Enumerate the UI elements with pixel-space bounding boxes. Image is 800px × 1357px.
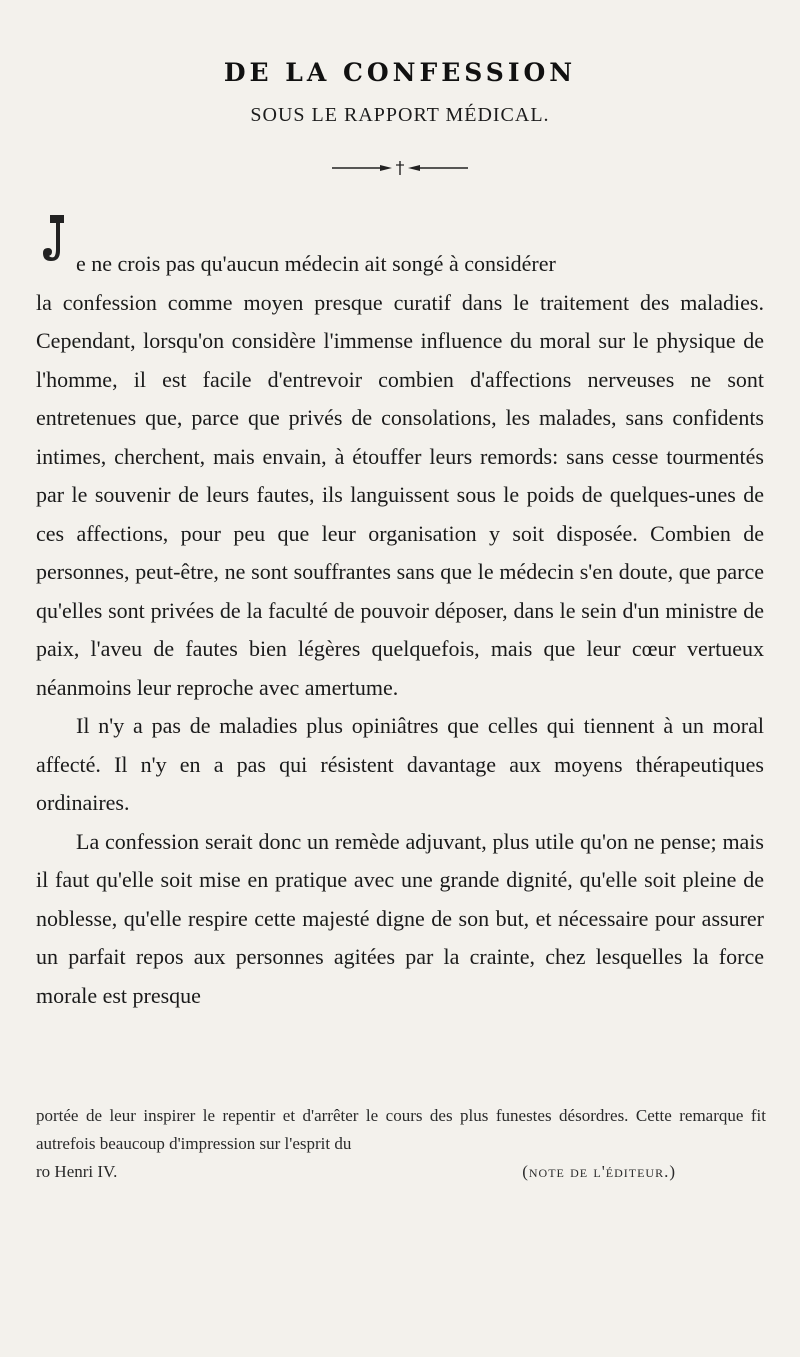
editor-note: (note de l'éditeur.): [522, 1162, 676, 1181]
page-subtitle: SOUS LE RAPPORT MÉDICAL.: [250, 104, 550, 126]
footnote-last-left: ro Henri IV.: [36, 1162, 118, 1181]
paragraph-3: La confession serait donc un remède adjuvant, plus utile qu'on ne pense; mais il faut qu'elle soit mise en pratique avec une grande dignité, qu'elle soit pleine de noblesse, qu'elle respire cette majesté digne de son but, et nécessaire pour assurer un parfait repos aux personnes agitées par la crainte, chez lesquelles la force morale est presque: [36, 828, 764, 1008]
page-title: DE LA CONFESSION: [223, 58, 577, 87]
body-text: [36, 245, 764, 1015]
footnote: [36, 1102, 766, 1186]
divider-ornament-icon: [330, 160, 470, 176]
footnote-text: portée de leur inspirer le repentir et d'arrêter le cours des plus funestes désordres. Cette remarque fit autrefois beaucoup d'impression sur l'esprit du: [36, 1106, 766, 1153]
paragraph-2: Il n'y a pas de maladies plus opiniâtres que celles qui tiennent à un moral affecté. Il n'y en a pas qui résistent davantage aux moyens thérapeutiques ordinaires.: [36, 713, 764, 815]
footnote-last-line: [36, 1158, 676, 1186]
first-line: [36, 245, 764, 284]
paragraph-1: la confession comme moyen presque curatif dans le traitement des maladies. Cependant, lorsqu'on considère l'immense influence du moral sur le physique de l'homme, il est facile d'entrevoir combien d'affections nerveuses ne sont entretenues que, parce que privés de consolations, les malades, sans confidents intimes, cherchent, mais envain, à étouffer leurs remords: sans cesse tourmentés par le souvenir de leurs fautes, ils languissent sous le poids de quelques-unes de ces affections, pour peu que leur organisation y soit disposée. Combien de personnes, peut-être, ne sont souffrantes sans que le médecin s'en doute, que parce qu'elles sont privées de la faculté de pouvoir déposer, dans le sein d'un ministre de paix, l'aveu de fautes bien légères quelquefois, mais que leur cœur vertueux néanmoins leur reproche avec amertume.: [36, 289, 764, 700]
first-line-text: e ne crois pas qu'aucun médecin ait songé à considérer: [76, 251, 556, 276]
